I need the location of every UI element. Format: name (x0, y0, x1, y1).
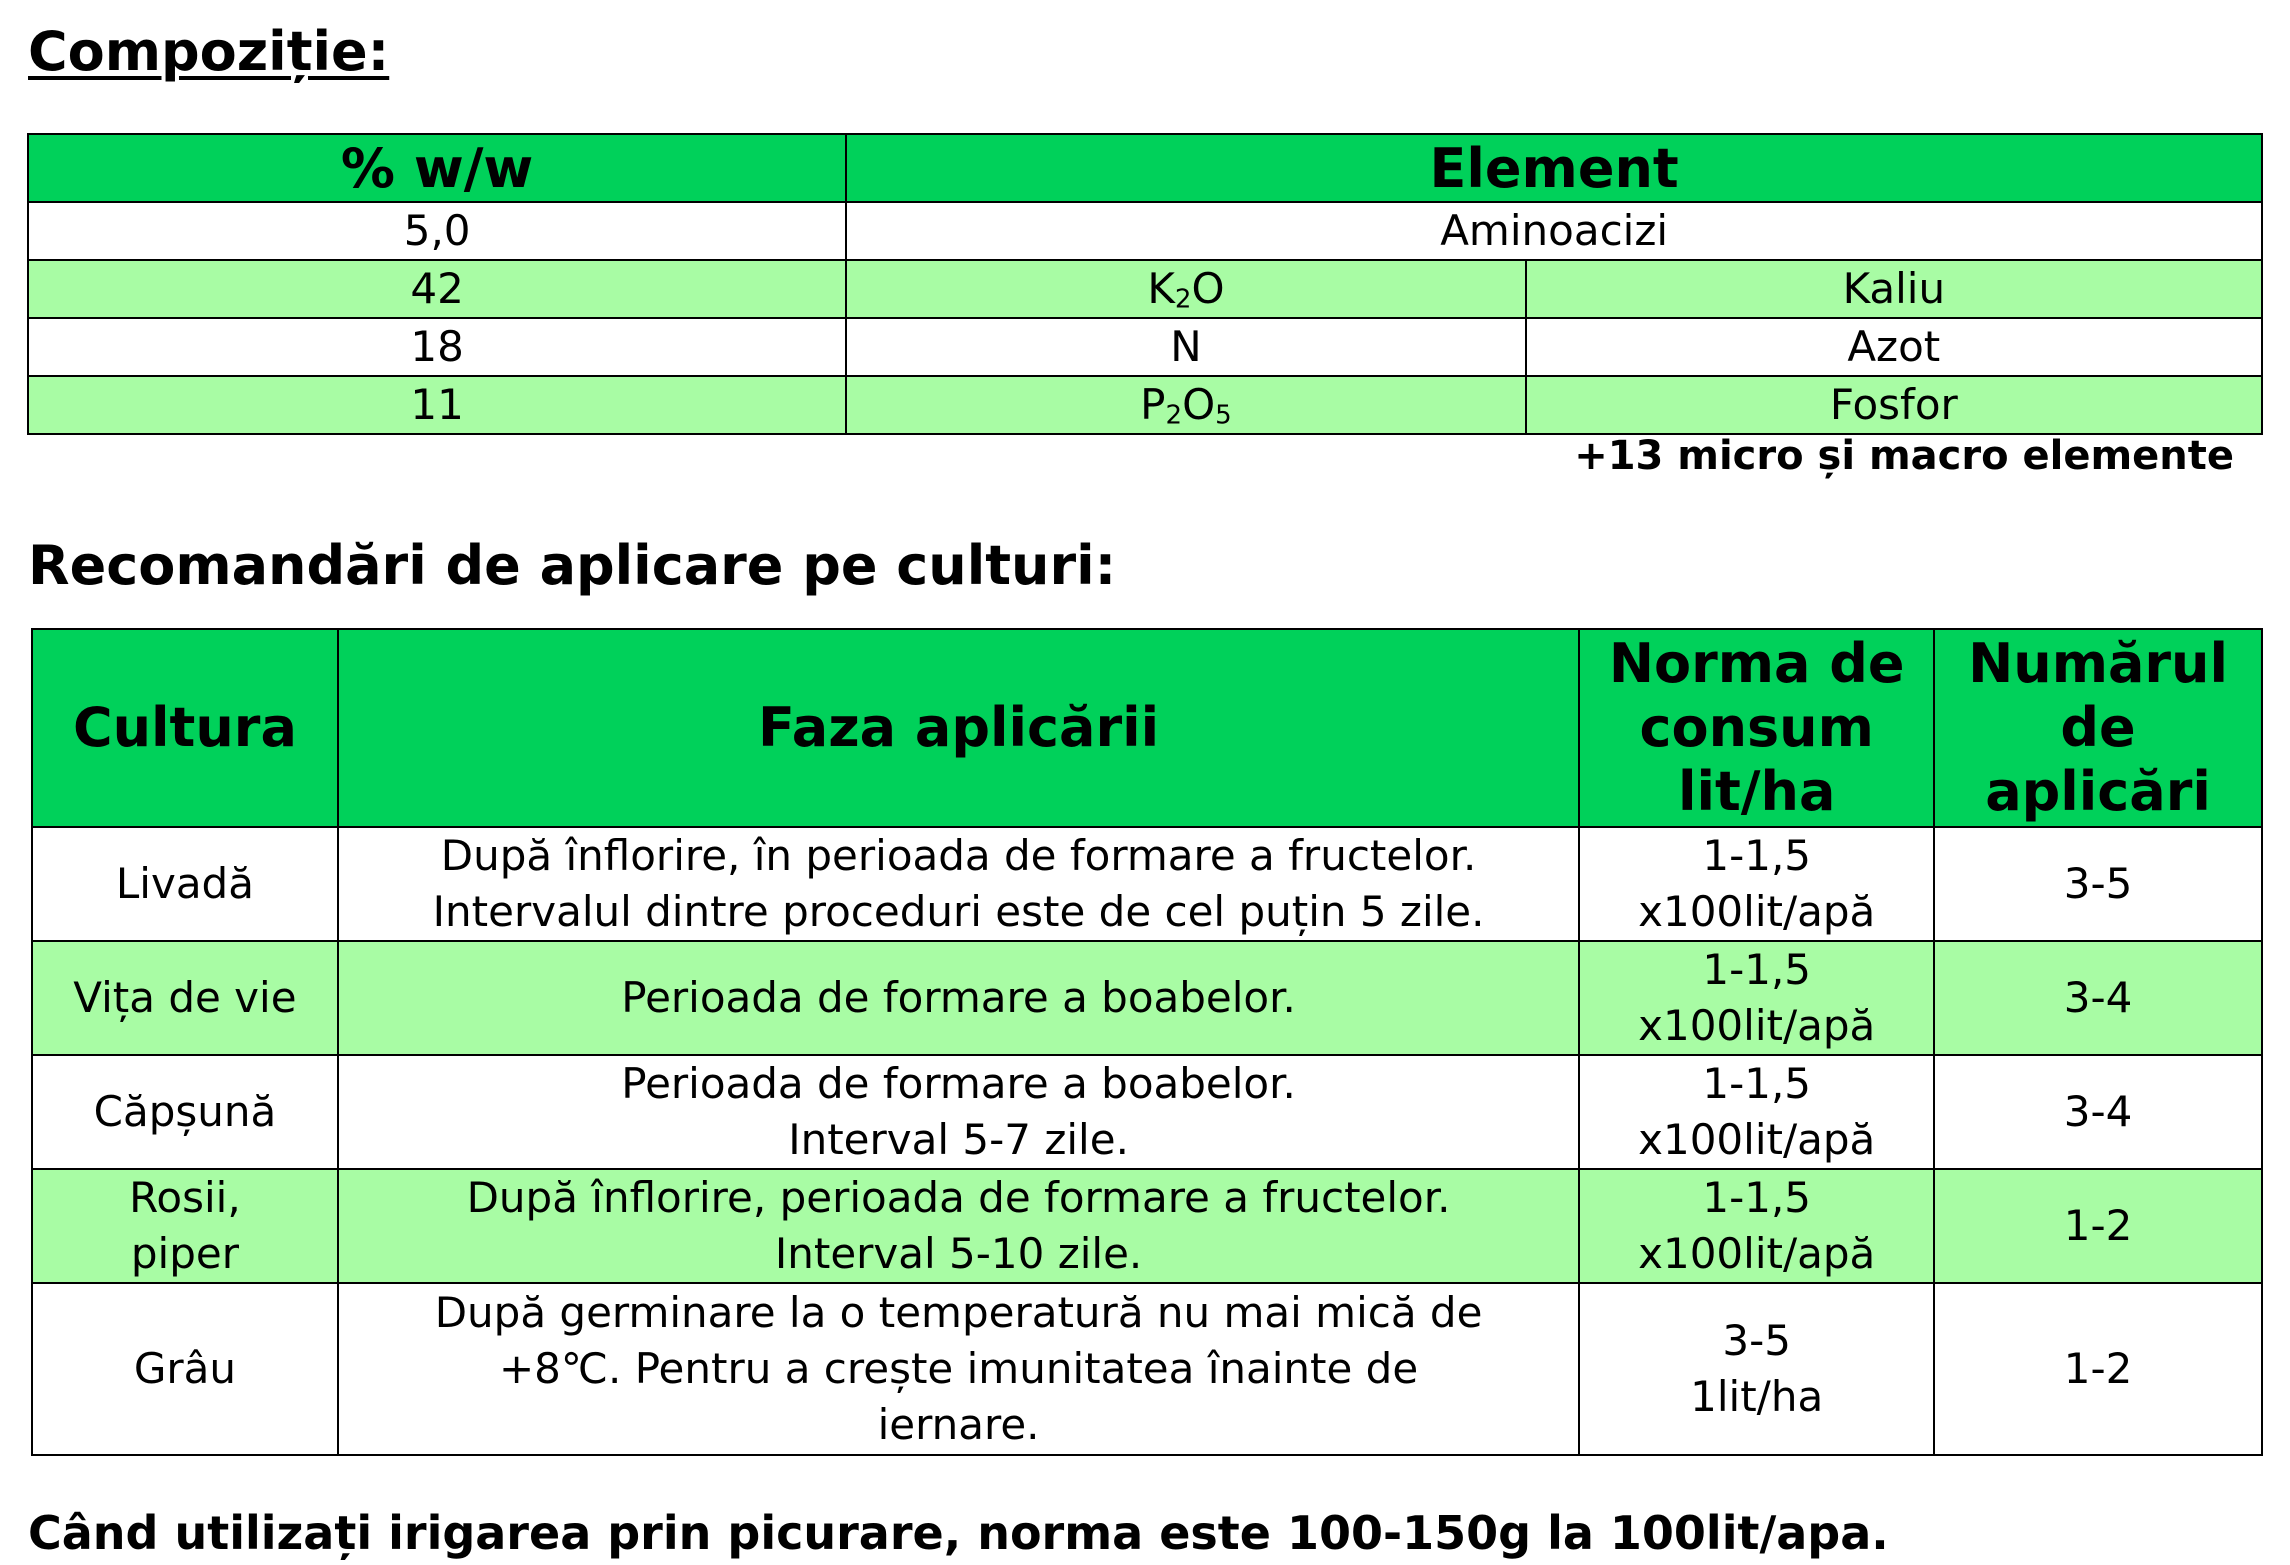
header-percent: % w/w (28, 134, 846, 202)
cell-phase: Perioada de formare a boabelor. (338, 941, 1579, 1055)
cell-count: 3-5 (1934, 827, 2262, 941)
cell-formula (846, 260, 1525, 318)
cell-element: Aminoacizi (846, 202, 2262, 260)
header-phase: Faza aplicării (338, 629, 1579, 827)
header-norm: Norma de consum lit/ha (1579, 629, 1934, 827)
drip-irrigation-note: Când utilizați irigarea prin picurare, norma este 100-150g la 100lit/apa. (28, 1506, 1889, 1560)
header-count: Numărul de aplicări (1934, 629, 2262, 827)
cell-formula: N (846, 318, 1525, 376)
formula-subscript: 2 (1165, 400, 1183, 431)
cell-element-name: Kaliu (1526, 260, 2262, 318)
formula-subscript: 2 (1174, 284, 1192, 315)
cell-culture: Rosii, piper (32, 1169, 338, 1283)
cell-phase: După germinare la o temperatură nu mai mică de +8℃. Pentru a crește imunitatea înainte de iernare. (338, 1283, 1579, 1455)
cell-phase: După înflorire, în perioada de formare a fructelor. Intervalul dintre proceduri este de cel puțin 5 zile. (338, 827, 1579, 941)
table-row (32, 1169, 2262, 1283)
cell-count: 1-2 (1934, 1169, 2262, 1283)
cell-percent: 18 (28, 318, 846, 376)
cell-count: 3-4 (1934, 1055, 2262, 1169)
formula-mid: O (1182, 380, 1216, 429)
cell-culture: Vița de vie (32, 941, 338, 1055)
cell-culture: Căpșună (32, 1055, 338, 1169)
cell-norm: 1-1,5 x100lit/apă (1579, 1055, 1934, 1169)
header-element: Element (846, 134, 2262, 202)
cell-culture: Grâu (32, 1283, 338, 1455)
cell-phase: Perioada de formare a boabelor. Interval 5-7 zile. (338, 1055, 1579, 1169)
cell-formula (846, 376, 1525, 434)
micro-macro-note: +13 micro și macro elemente (1574, 433, 2234, 479)
formula-tail: O (1191, 264, 1225, 313)
table-row (32, 1283, 2262, 1455)
cell-phase: După înflorire, perioada de formare a fructelor. Interval 5-10 zile. (338, 1169, 1579, 1283)
recommendations-heading: Recomandări de aplicare pe culturi: (28, 534, 1117, 597)
cell-norm: 3-5 1lit/ha (1579, 1283, 1934, 1455)
cell-norm: 1-1,5 x100lit/apă (1579, 941, 1934, 1055)
composition-header-row (28, 134, 2262, 202)
table-row (28, 202, 2262, 260)
cell-count: 1-2 (1934, 1283, 2262, 1455)
composition-table (27, 133, 2263, 435)
recommendations-header-row (32, 629, 2262, 827)
cell-percent: 11 (28, 376, 846, 434)
table-row (28, 318, 2262, 376)
recommendations-table (31, 628, 2263, 1456)
cell-percent: 5,0 (28, 202, 846, 260)
composition-heading: Compoziție: (28, 20, 390, 83)
formula-subscript: 5 (1215, 400, 1232, 431)
formula-base: K (1147, 264, 1175, 313)
cell-element-name: Azot (1526, 318, 2262, 376)
cell-count: 3-4 (1934, 941, 2262, 1055)
cell-culture: Livadă (32, 827, 338, 941)
cell-norm: 1-1,5 x100lit/apă (1579, 827, 1934, 941)
table-row (32, 1055, 2262, 1169)
table-row (28, 260, 2262, 318)
cell-percent: 42 (28, 260, 846, 318)
table-row (32, 941, 2262, 1055)
header-culture: Cultura (32, 629, 338, 827)
formula-base: P (1140, 380, 1166, 429)
cell-element-name: Fosfor (1526, 376, 2262, 434)
table-row (32, 827, 2262, 941)
cell-norm: 1-1,5 x100lit/apă (1579, 1169, 1934, 1283)
table-row (28, 376, 2262, 434)
